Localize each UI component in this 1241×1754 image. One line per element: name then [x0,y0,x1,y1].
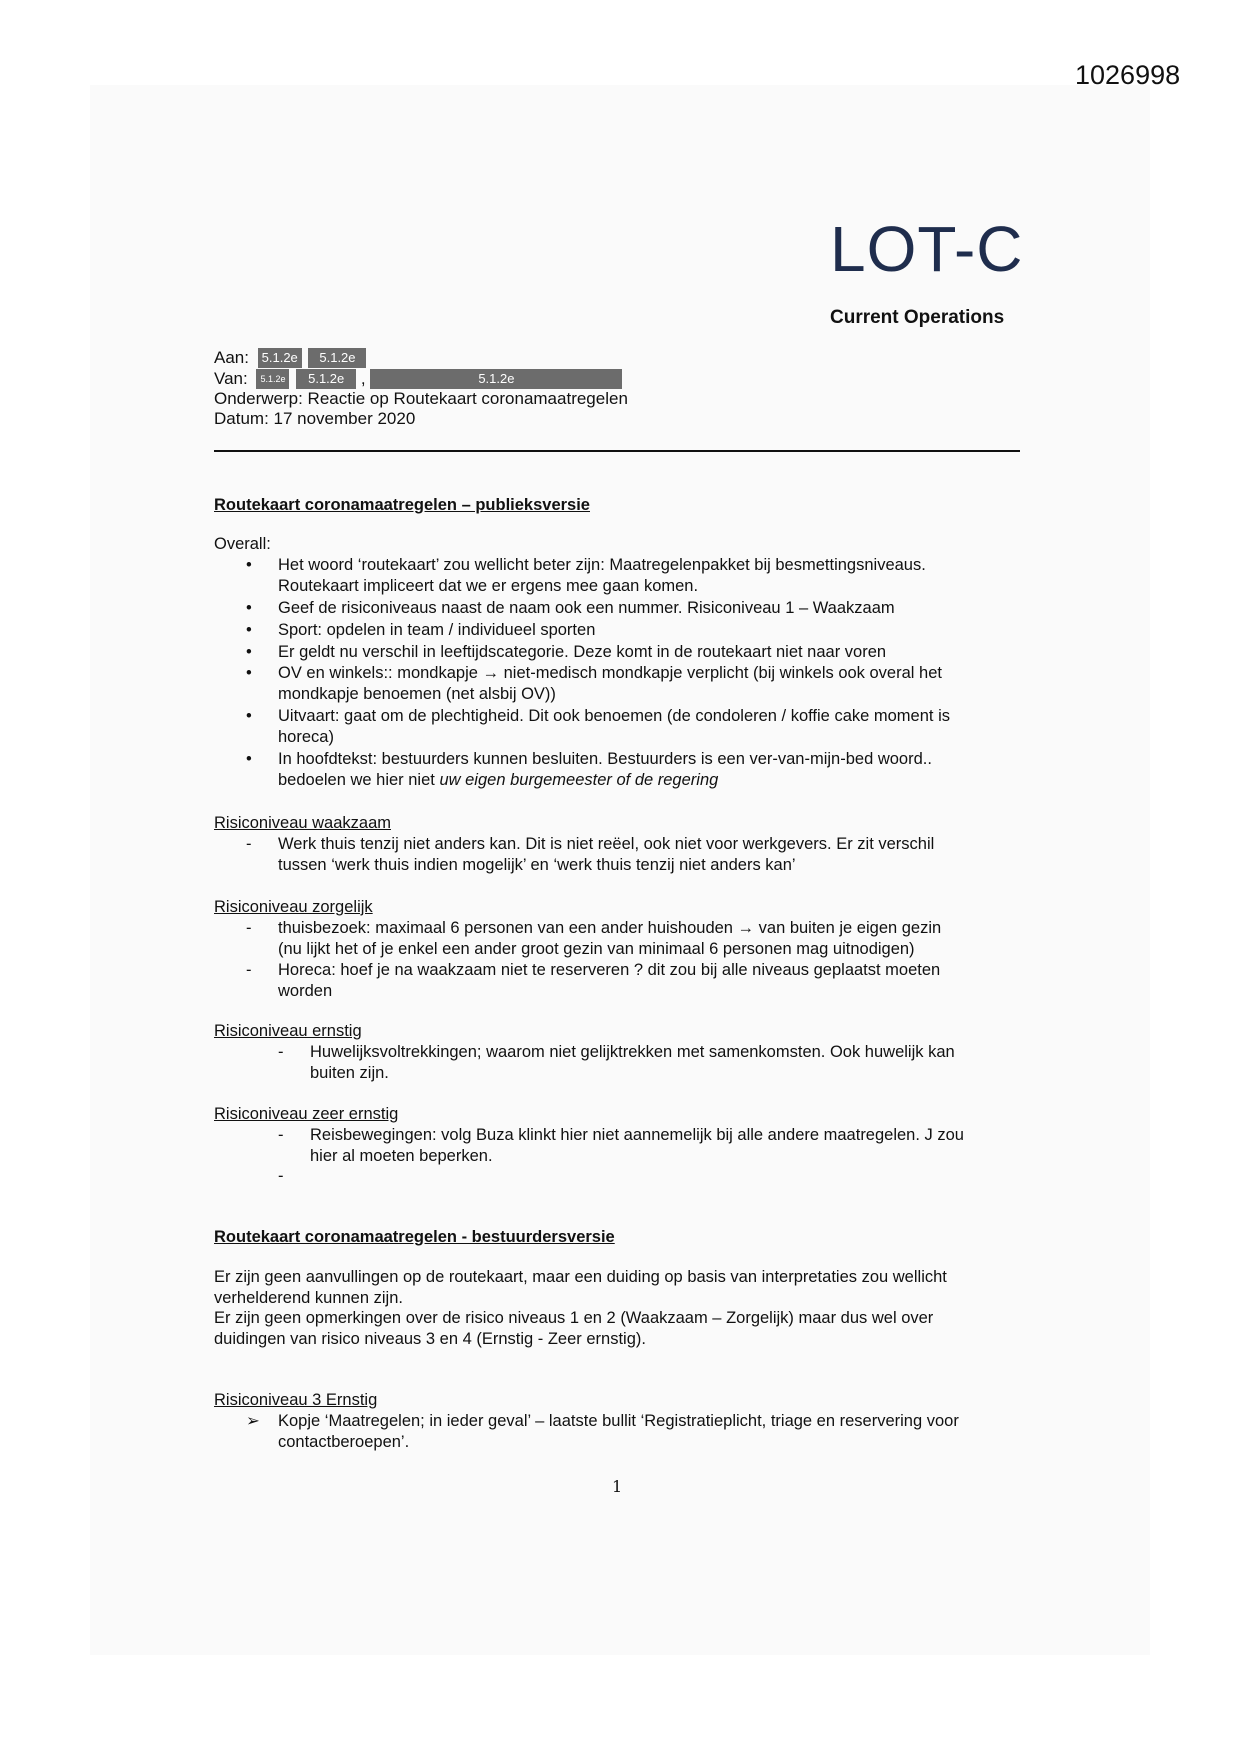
heading-risiconiveau-zeer-ernstig: Risiconiveau zeer ernstig [214,1105,399,1123]
bullet-marker: • [246,599,252,617]
heading-risiconiveau-ernstig: Risiconiveau ernstig [214,1022,362,1040]
to-label: Aan: [214,348,249,367]
redaction-box: 5.1.2e [308,348,366,368]
bullet-marker: • [246,621,252,639]
item-italic-text: uw eigen burgemeester of de regering [439,770,719,789]
item-text-line: buiten zijn. [310,1063,389,1082]
item-text-line: Horeca: hoef je na waakzaam niet te reserveren ? dit zou bij alle niveaus geplaatst moeten [278,961,941,979]
from-label: Van: [214,369,248,388]
logo-subtitle: Current Operations [830,307,1005,328]
dash-marker: - [246,961,252,979]
dash-marker: - [246,919,252,937]
redaction-box: 5.1.2e [296,369,356,389]
heading-risiconiveau-waakzaam: Risiconiveau waakzaam [214,814,391,832]
dash-marker: - [246,835,252,853]
bullet-marker: • [246,750,252,768]
page-number: 1 [612,1477,623,1496]
item-text-line: Uitvaart: gaat om de plechtigheid. Dit ook benoemen (de condoleren / koffie cake moment is [278,707,950,725]
item-text-line: Reisbewegingen: volg Buza klinkt hier niet aannemelijk bij alle andere maatregelen. J zou [310,1126,964,1144]
date-line: Datum: 17 november 2020 [214,409,416,428]
item-text-line: mondkapje benoemen (net alsbij OV)) [278,684,556,703]
overall-label: Overall: [214,535,271,553]
item-text-line: tussen ‘werk thuis indien mogelijk’ en ‘werk thuis tenzij niet anders kan’ [278,855,796,874]
item-text-line: Routekaart impliceert dat we er ergens mee gaan komen. [278,576,699,595]
redaction-box: 5.1.2e [256,369,289,389]
item-text-line: In hoofdtekst: bestuurders kunnen besluiten. Bestuurders is een ver-van-mijn-bed woord.. [278,750,932,768]
item-text-line: Het woord ‘routekaart’ zou wellicht beter zijn: Maatregelenpakket bij besmettingsniveaus. [278,556,926,574]
item-text-line: Huwelijksvoltrekkingen; waarom niet gelijktrekken met samenkomsten. Ook huwelijk kan [310,1043,955,1061]
item-text-line: Sport: opdelen in team / individueel sporten [278,621,596,639]
redaction-box: 5.1.2e [258,348,302,368]
dash-marker: - [278,1126,284,1144]
item-text-line: worden [278,981,333,1000]
paragraph [214,1267,947,1349]
paragraph-line: Er zijn geen aanvullingen op de routekaart, maar een duiding op basis van interpretaties zou wellicht [214,1268,947,1286]
paragraph-line: duidingen van risico niveaus 3 en 4 (Ernstig - Zeer ernstig). [214,1329,646,1348]
bullet-marker: • [246,643,252,661]
item-text-line: contactberoepen’. [278,1432,410,1451]
heading-risiconiveau-zorgelijk: Risiconiveau zorgelijk [214,898,373,916]
item-text-line: Er geldt nu verschil in leeftijdscategorie. Deze komt in de routekaart niet naar voren [278,643,887,661]
item-text-line: Kopje ‘Maatregelen; in ieder geval’ – laatste bullit ‘Registratieplicht, triage en reservering voor [278,1412,959,1430]
section-title-publieksversie: Routekaart coronamaatregelen – publieksversie [214,496,590,514]
item-text-line: thuisbezoek: maximaal 6 personen van een ander huishouden → van buiten je eigen gezin [278,919,942,937]
item-text-line: (nu lijkt het of je enkel een ander groot gezin van minimaal 6 personen mag uitnodigen) [278,939,915,958]
header-to-line [214,348,366,368]
section-title-bestuurdersversie: Routekaart coronamaatregelen - bestuurdersversie [214,1228,615,1246]
arrow-bullet-icon: ➢ [246,1412,260,1430]
paragraph-line: verhelderend kunnen zijn. [214,1288,403,1307]
heading-risiconiveau-3-ernstig: Risiconiveau 3 Ernstig [214,1391,378,1409]
logo-lotc: LOT-C [830,213,1024,285]
paragraph-line: Er zijn geen opmerkingen over de risico niveaus 1 en 2 (Waakzaam – Zorgelijk) maar dus wel over [214,1309,934,1327]
item-text-line: hier al moeten beperken. [310,1146,493,1165]
item-text-line: Werk thuis tenzij niet anders kan. Dit is niet reëel, ook niet voor werkgevers. Er zit verschil [278,835,935,853]
header-divider [214,450,1020,452]
dash-marker: - [278,1043,284,1061]
dash-marker: - [278,1167,284,1185]
bullet-marker: • [246,707,252,725]
document-number: 1026998 [1075,60,1181,90]
item-text-line: bedoelen we hier niet [278,770,440,789]
item-text-line: OV en winkels:: mondkapje → niet-medisch mondkapje verplicht (bij winkels ook overal het [278,664,942,682]
bullet-marker: • [246,664,252,682]
from-separator: , [360,369,366,388]
bullet-marker: • [246,556,252,574]
item-text-line: Geef de risiconiveaus naast de naam ook een nummer. Risiconiveau 1 – Waakzaam [278,599,895,617]
item-text-line: horeca) [278,727,334,746]
subject-line: Onderwerp: Reactie op Routekaart coronamaatregelen [214,389,628,408]
redaction-box: 5.1.2e [370,369,622,389]
header-from-line [214,369,622,389]
